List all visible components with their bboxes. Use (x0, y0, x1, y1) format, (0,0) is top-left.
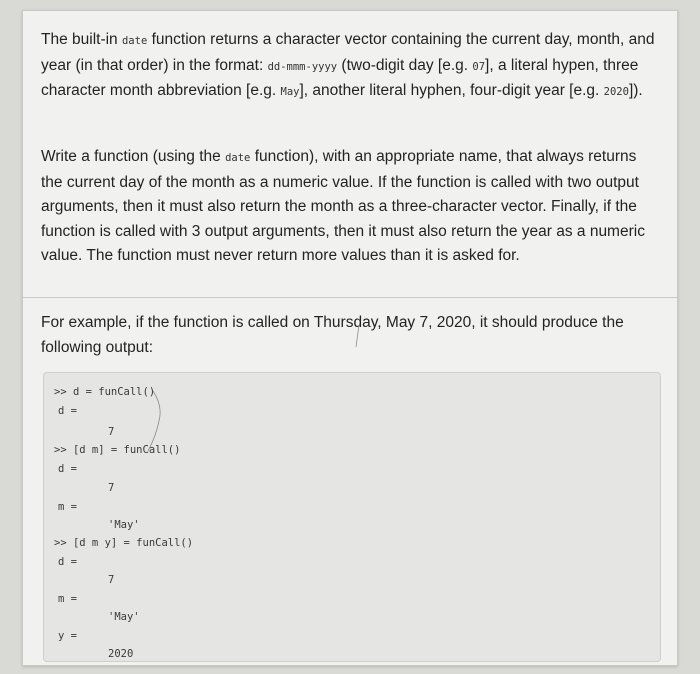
console-line: m = (58, 593, 77, 605)
console-line: d = (58, 556, 77, 568)
example-text: For example, if the function is called on Thursday, May 7, 2020, it should produce the following output: (41, 314, 624, 356)
inline-code-date: date (121, 35, 148, 47)
intro-text-1: The built-in (41, 31, 122, 48)
console-line: 'May' (108, 611, 140, 623)
console-line: 7 (108, 482, 115, 494)
console-line: 2020 (108, 648, 134, 660)
inline-code-month: May (280, 86, 300, 98)
task-text-2: function), with an appropriate name, that always returns the current day of the month as a numeric value. If the function is called with two output arguments, then it must also return the month as a three-character vector. Finally, if the function is called with 3 output arguments, then it must also return the year as a numeric value. The function must never return more values than it is asked for. (41, 148, 645, 264)
inline-code-date-2: date (225, 152, 251, 164)
console-line: >> [d m y] = funCall() (54, 537, 194, 549)
example-paragraph (41, 311, 661, 360)
intro-text-3: (two-digit day [e.g. (337, 56, 473, 74)
console-line: 7 (108, 574, 115, 586)
console-line: >> [d m] = funCall() (54, 444, 181, 456)
task-text-1: Write a function (using the (41, 148, 226, 165)
intro-text-2: function returns a character vector containing the current day, month, and year (in that order) in the format: (41, 31, 655, 74)
inline-code-day: 07 (472, 60, 486, 73)
task-paragraph (41, 145, 661, 269)
console-line: >> d = funCall() (54, 386, 156, 398)
inline-code-year: 2020 (603, 86, 629, 98)
intro-paragraph (41, 28, 661, 105)
console-line: d = (58, 463, 77, 475)
section-divider (23, 297, 677, 298)
intro-text-6: ]). (628, 82, 643, 99)
inline-code-format: dd-mmm-yyyy (267, 60, 338, 73)
console-line: d = (58, 405, 77, 417)
question-card (22, 10, 678, 666)
intro-text-4: ], a literal hypen, three character month abbreviation [e.g. (41, 56, 639, 99)
console-line: y = (58, 630, 77, 642)
matlab-console-output (43, 372, 661, 662)
intro-text-5: ], another literal hyphen, four-digit year [e.g. (299, 82, 604, 99)
console-line: 7 (108, 426, 115, 438)
console-line: 'May' (108, 519, 140, 531)
console-line: m = (58, 501, 77, 513)
